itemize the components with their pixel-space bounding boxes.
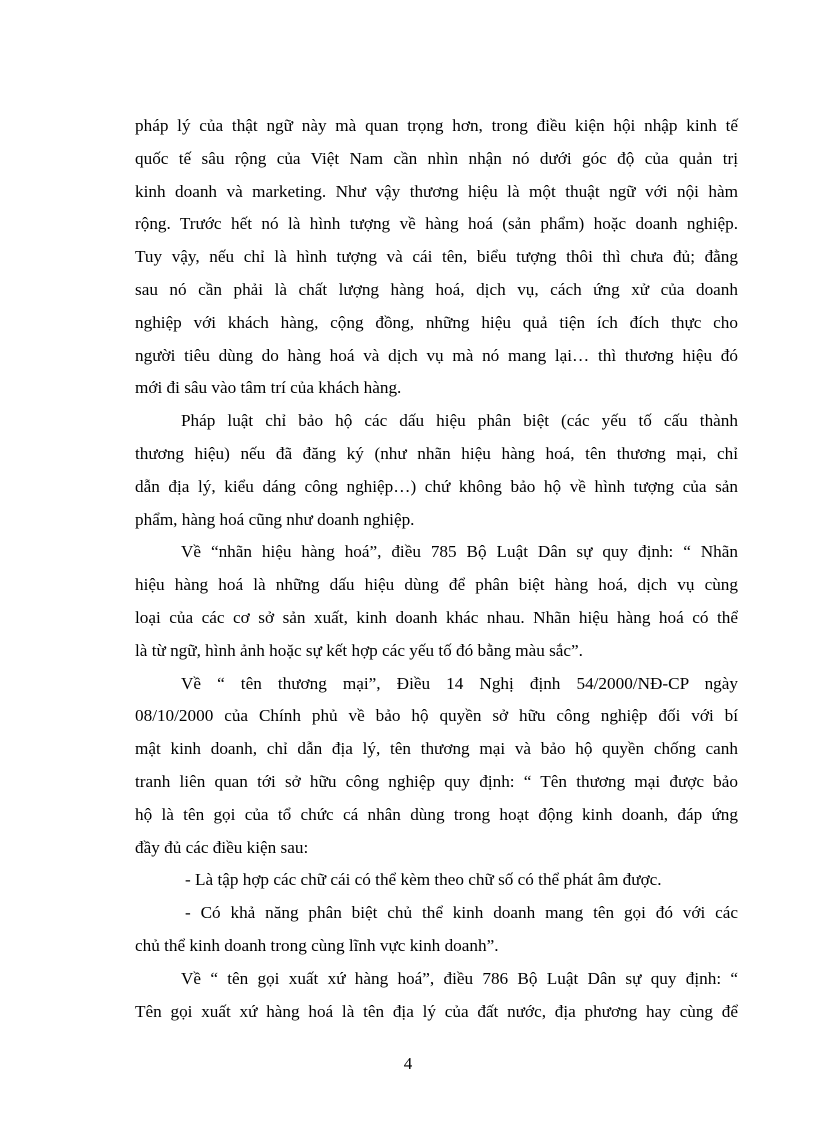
text-line: rộng. Trước hết nó là hình tượng về hàng hoá (sản phẩm) hoặc doanh nghiệp. bbox=[135, 214, 738, 234]
text-line: mật kinh doanh, chỉ dẫn địa lý, tên thương mại và bảo hộ quyền chống canh bbox=[135, 739, 738, 759]
text-line: quốc tế sâu rộng của Việt Nam cần nhìn nhận nó dưới góc độ của quản trị bbox=[135, 148, 738, 168]
page-number: 4 bbox=[403, 1054, 413, 1073]
text-line: thương hiệu) nếu đã đăng ký (như nhãn hiệu hàng hoá, tên thương mại, chỉ bbox=[135, 443, 738, 463]
text-line: kinh doanh và marketing. Như vậy thương hiệu là một thuật ngữ với nội hàm bbox=[135, 181, 738, 201]
text-line: nghiệp với khách hàng, cộng đồng, những hiệu quả tiện ích đích thực cho bbox=[135, 312, 738, 332]
text-line: pháp lý của thật ngữ này mà quan trọng hơn, trong điều kiện hội nhập kinh tế bbox=[135, 116, 738, 135]
paragraph-first-line: Pháp luật chỉ bảo hộ các dấu hiệu phân biệt (các yếu tố cấu thành bbox=[181, 411, 738, 431]
list-item: - Có khả năng phân biệt chủ thể kinh doanh mang tên gọi đó với các bbox=[185, 903, 738, 923]
text-line: người tiêu dùng do hàng hoá và dịch vụ mà nó mang lại… thì thương hiệu đó bbox=[135, 345, 738, 365]
text-line: mới đi sâu vào tâm trí của khách hàng. bbox=[135, 378, 402, 398]
text-line: đầy đủ các điều kiện sau: bbox=[135, 837, 309, 857]
text-line: là từ ngữ, hình ảnh hoặc sự kết hợp các yếu tố đó bằng màu sắc”. bbox=[135, 640, 583, 660]
text-line: chủ thể kinh doanh trong cùng lĩnh vực kinh doanh”. bbox=[135, 935, 499, 955]
text-line: Tên gọi xuất xứ hàng hoá là tên địa lý của đất nước, địa phương hay cùng để bbox=[135, 1001, 738, 1021]
text-line: tranh liên quan tới sở hữu công nghiệp quy định: “ Tên thương mại được bảo bbox=[135, 771, 738, 791]
text-line: dẫn địa lý, kiểu dáng công nghiệp…) chứ không bảo hộ về hình tượng của sản bbox=[135, 476, 738, 496]
text-line: Tuy vậy, nếu chỉ là hình tượng và cái tên, biểu tượng thôi thì chưa đủ; đằng bbox=[135, 247, 738, 267]
text-line: hiệu hàng hoá là những dấu hiệu dùng để phân biệt hàng hoá, dịch vụ cùng bbox=[135, 575, 738, 595]
paragraph-first-line: Về “nhãn hiệu hàng hoá”, điều 785 Bộ Luật Dân sự quy định: “ Nhãn bbox=[181, 542, 738, 562]
text-line: loại của các cơ sở sản xuất, kinh doanh khác nhau. Nhãn hiệu hàng hoá có thể bbox=[135, 607, 738, 627]
text-line: sau nó cần phải là chất lượng hàng hoá, dịch vụ, cách ứng xử của doanh bbox=[135, 279, 738, 299]
text-line: 08/10/2000 của Chính phủ về bảo hộ quyền sở hữu công nghiệp đối với bí bbox=[135, 706, 738, 726]
text-line: hộ là tên gọi của tổ chức cá nhân dùng trong hoạt động kinh doanh, đáp ứng bbox=[135, 804, 738, 824]
paragraph-first-line: Về “ tên thương mại”, Điều 14 Nghị định 54/2000/NĐ-CP ngày bbox=[181, 673, 738, 693]
body-text bbox=[135, 110, 738, 1028]
paragraph-first-line: Về “ tên gọi xuất xứ hàng hoá”, điều 786 Bộ Luật Dân sự quy định: “ bbox=[181, 968, 738, 988]
list-item: - Là tập hợp các chữ cái có thể kèm theo chữ số có thể phát âm được. bbox=[185, 870, 662, 890]
text-line: phẩm, hàng hoá cũng như doanh nghiệp. bbox=[135, 509, 415, 529]
